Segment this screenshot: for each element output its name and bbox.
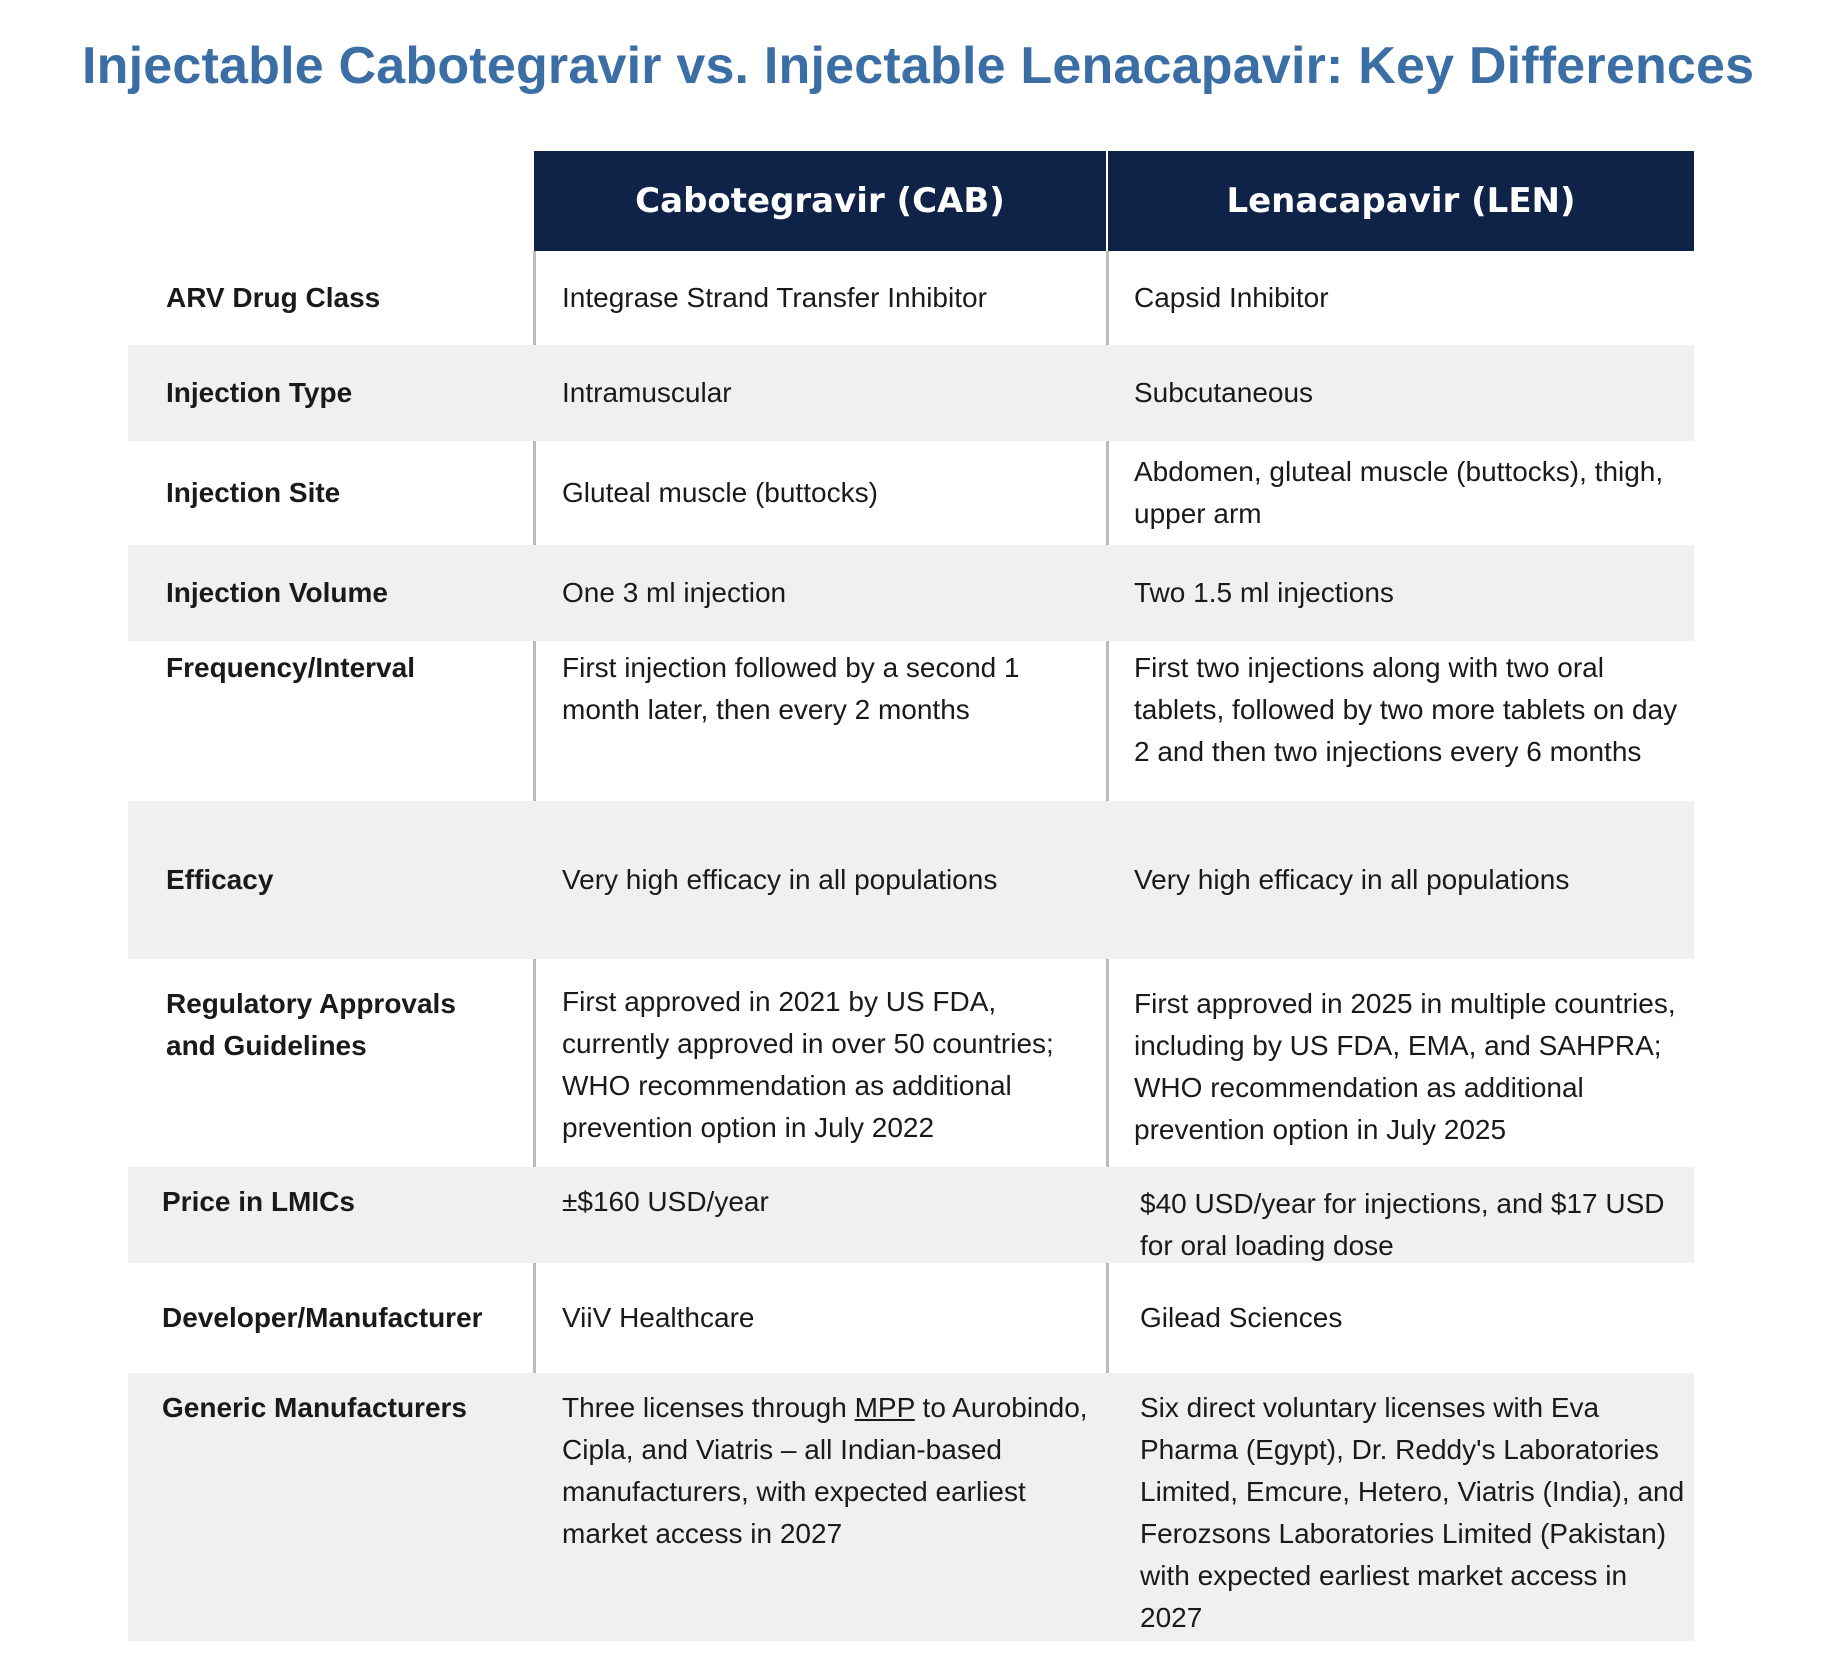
table-body xyxy=(128,251,1694,1641)
cab-cell: First injection followed by a second 1 month later, then every 2 months xyxy=(562,652,1020,725)
table-header-row xyxy=(128,151,1694,251)
table-row xyxy=(128,801,1694,959)
table-row xyxy=(128,1167,1694,1263)
table-row xyxy=(128,641,1694,801)
len-cell: Six direct voluntary licenses with Eva Pharma (Egypt), Dr. Reddy's Laboratories Limited, Emcure, Hetero, Viatris (India), and Ferozsons Laboratories Limited (Pakistan) with expected earliest market access in 2027 xyxy=(1140,1392,1685,1633)
row-label-frequency-interval: Frequency/Interval xyxy=(166,652,415,683)
cab-cell xyxy=(534,1373,1106,1641)
comparison-table xyxy=(128,151,1694,1641)
len-cell: Two 1.5 ml injections xyxy=(1134,577,1394,608)
row-label-efficacy: Efficacy xyxy=(166,864,274,895)
table-row xyxy=(128,959,1694,1167)
table-row xyxy=(128,1263,1694,1373)
row-label-price-in-lmics: Price in LMICs xyxy=(162,1186,355,1217)
cab-generic-text-start: Three licenses through xyxy=(562,1392,855,1423)
page-title: Injectable Cabotegravir vs. Injectable Lenacapavir: Key Differences xyxy=(82,37,1755,95)
len-cell: $40 USD/year for injections, and $17 USD for oral loading dose xyxy=(1140,1188,1665,1261)
cab-cell: First approved in 2021 by US FDA, currently approved in over 50 countries; WHO recommendation as additional prevention option in July 2022 xyxy=(562,986,1054,1143)
row-label-developer-manufacturer: Developer/Manufacturer xyxy=(162,1302,483,1333)
column-header-cabotegravir: Cabotegravir (CAB) xyxy=(534,151,1106,251)
cab-generic-text-end: to Aurobindo, Cipla, and Viatris – all Indian-based manufacturers, with expected earliest market access in 2027 xyxy=(562,1392,1088,1549)
row-label-generic-manufacturers: Generic Manufacturers xyxy=(162,1392,467,1423)
cab-cell: Gluteal muscle (buttocks) xyxy=(562,477,878,508)
table-row xyxy=(128,441,1694,545)
row-label-regulatory-approvals: Regulatory Approvals and Guidelines xyxy=(166,988,456,1061)
len-cell: First approved in 2025 in multiple countries, including by US FDA, EMA, and SAHPRA; WHO recommendation as additional prevention option in July 2025 xyxy=(1134,988,1676,1145)
len-cell: Very high efficacy in all populations xyxy=(1134,864,1570,895)
len-cell: Subcutaneous xyxy=(1134,377,1314,408)
cab-cell: Integrase Strand Transfer Inhibitor xyxy=(562,282,987,313)
row-label-injection-volume: Injection Volume xyxy=(166,577,388,608)
row-label-injection-type: Injection Type xyxy=(166,377,353,408)
len-cell: Abdomen, gluteal muscle (buttocks), thigh, upper arm xyxy=(1134,456,1664,529)
table-row xyxy=(128,545,1694,641)
len-cell: First two injections along with two oral tablets, followed by two more tablets on day 2 and then two injections every 6 months xyxy=(1134,652,1678,767)
row-label-injection-site: Injection Site xyxy=(166,477,341,508)
column-header-lenacapavir: Lenacapavir (LEN) xyxy=(1108,151,1694,251)
cab-cell: Intramuscular xyxy=(562,377,732,408)
cab-cell: One 3 ml injection xyxy=(562,577,787,608)
len-cell: Capsid Inhibitor xyxy=(1134,282,1329,313)
table-row xyxy=(128,1373,1694,1641)
len-cell: Gilead Sciences xyxy=(1140,1302,1343,1333)
cab-cell: ViiV Healthcare xyxy=(562,1302,755,1333)
mpp-link[interactable]: MPP xyxy=(854,1392,915,1423)
cab-cell: ±$160 USD/year xyxy=(562,1186,769,1217)
table-row xyxy=(128,345,1694,441)
cab-cell: Very high efficacy in all populations xyxy=(562,864,998,895)
table-row xyxy=(128,251,1694,345)
row-label-arv-drug-class: ARV Drug Class xyxy=(166,282,381,313)
